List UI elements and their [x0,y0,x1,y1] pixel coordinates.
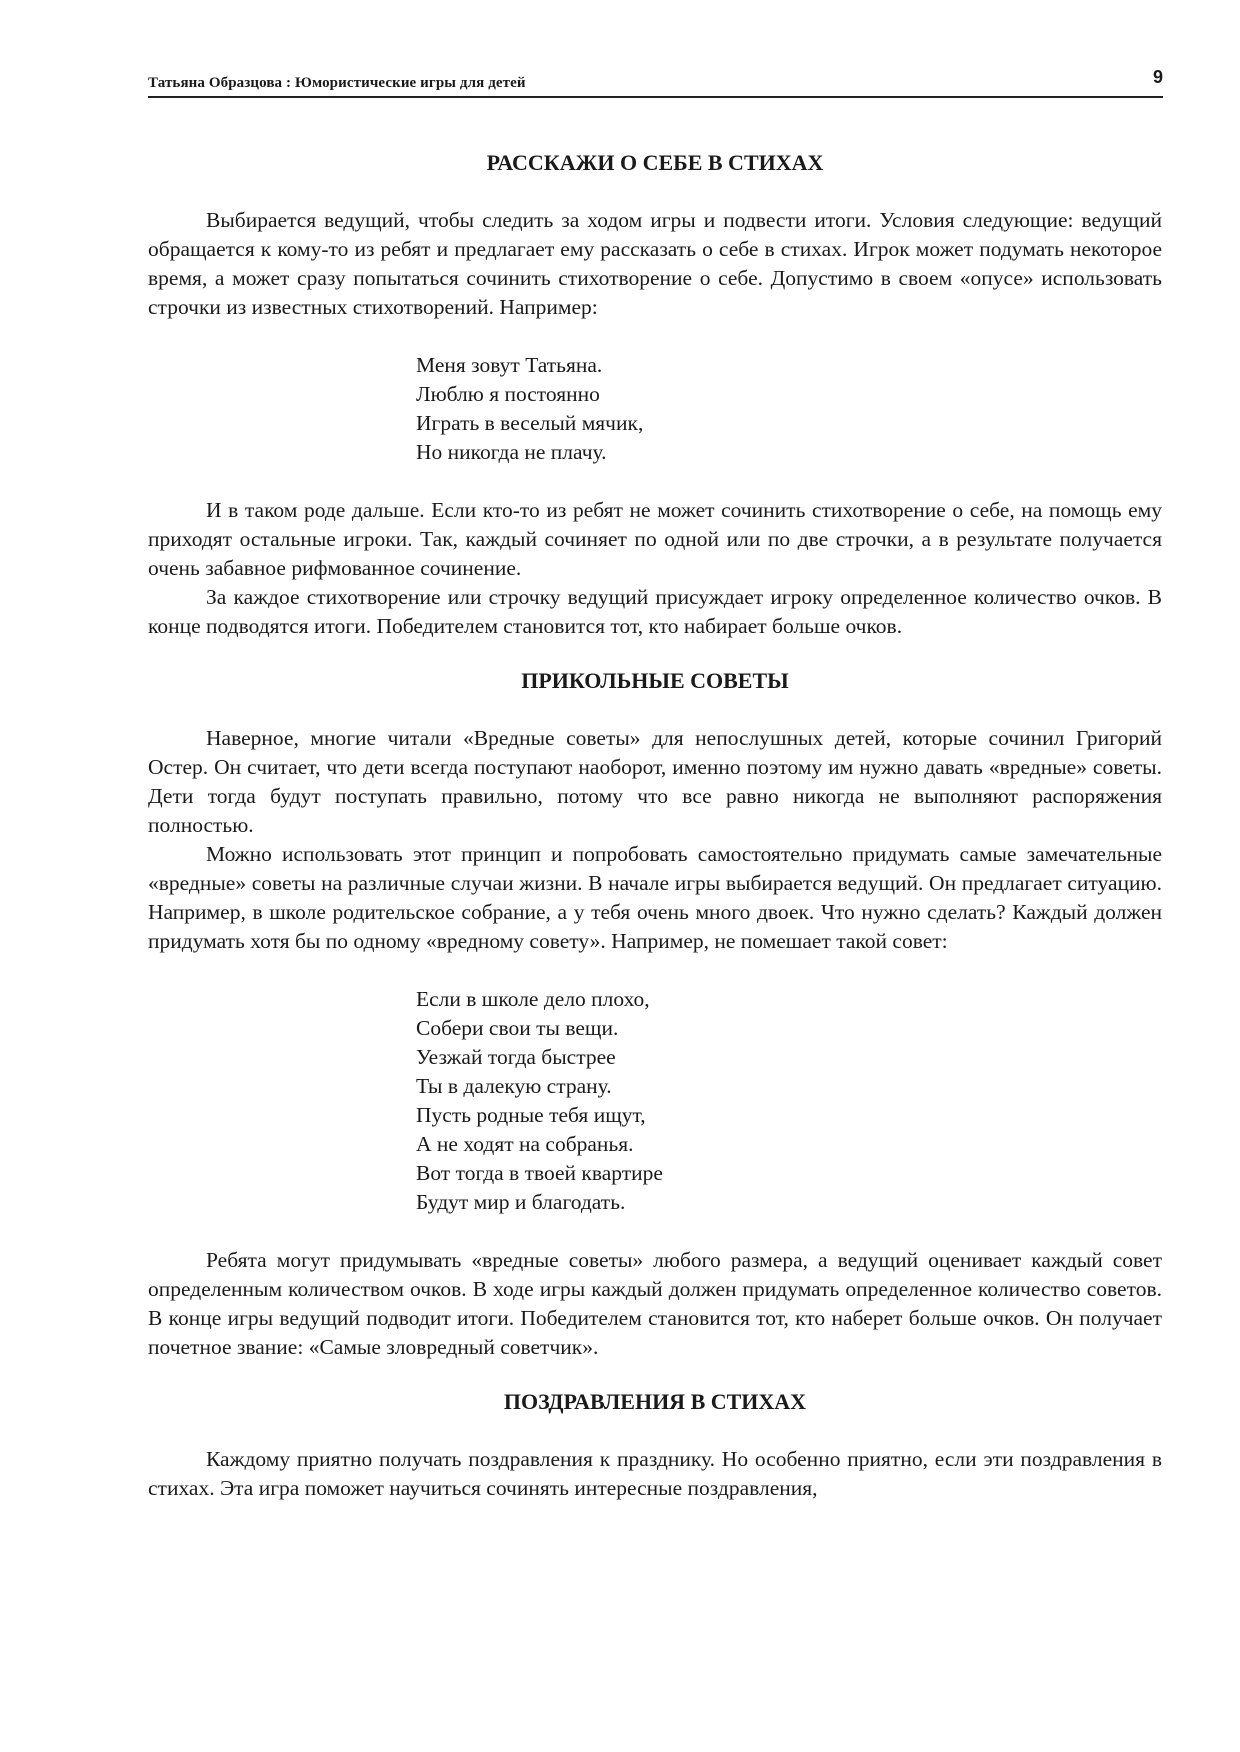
page-header [148,66,1163,98]
paragraph: За каждое стихотворение или строчку ведущий присуждает игроку определенное количество очков. В конце подводятся итоги. Победителем становится тот, кто набирает больше очков. [148,585,1162,638]
paragraph: Можно использовать этот принцип и попробовать самостоятельно придумать самые замечательные «вредные» советы на различные случаи жизни. В начале игры выбирается ведущий. Он предлагает ситуацию. Например, в школе родительское собрание, а у тебя очень много двоек. Что нужно сделать? Каждый должен придумать хотя бы по одному «вредному совету». Например, не помешает такой совет: [148,842,1162,953]
section-title-funny-advice: ПРИКОЛЬНЫЕ СОВЕТЫ [521,668,789,693]
poem-line: Вот тогда в твоей квартире [416,1161,663,1185]
poem-line: Уезжай тогда быстрее [416,1045,616,1069]
section-title-greetings-in-verse: ПОЗДРАВЛЕНИЯ В СТИХАХ [503,1389,807,1414]
poem-line: Если в школе дело плохо, [416,987,650,1011]
poem-line: Меня зовут Татьяна. [416,353,603,377]
poem-line: А не ходят на собранья. [416,1132,634,1156]
paragraph: И в таком роде дальше. Если кто-то из ребят не может сочинить стихотворение о себе, на помощь ему приходят остальные игроки. Так, каждый сочиняет по одной или по две строчки, а в результате получается очень забавное рифмованное сочинение. [148,498,1162,580]
poem-line: Играть в веселый мячик, [416,411,644,435]
poem-line: Будут мир и благодать. [416,1190,626,1214]
page-number: 9 [1152,67,1163,87]
running-header-title: Татьяна Образцова : Юмористические игры для детей [148,75,526,91]
poem-line: Люблю я постоянно [416,382,600,406]
poem-line: Но никогда не плачу. [416,440,607,464]
paragraph: Выбирается ведущий, чтобы следить за ходом игры и подвести итоги. Условия следующие: ведущий обращается к кому-то из ребят и предлагает ему рассказать о себе в стихах. Игрок может подумать некоторое время, а может сразу попытаться сочинить стихотворение о себе. Допустимо в своем «опусе» использовать строчки из известных стихотворений. Например: [148,208,1162,319]
paragraph: Каждому приятно получать поздравления к празднику. Но особенно приятно, если эти поздравления в стихах. Эта игра поможет научиться сочинять интересные поздравления, [148,1447,1162,1500]
section-title-tell-about-yourself: РАССКАЖИ О СЕБЕ В СТИХАХ [486,150,824,175]
poem [416,985,1162,1217]
paragraph: Наверное, многие читали «Вредные советы» для непослушных детей, которые сочинил Григорий Остер. Он считает, что дети всегда поступают наоборот, именно поэтому им нужно давать «вредные» советы. Дети тогда будут поступать правильно, потому что все равно никогда не выполняют распоряжения полностью. [148,726,1162,837]
poem-line: Собери свои ты вещи. [416,1016,619,1040]
page-content [148,140,1162,1503]
poem [416,351,1162,467]
poem-line: Ты в далекую страну. [416,1074,612,1098]
paragraph: Ребята могут придумывать «вредные советы» любого размера, а ведущий оценивает каждый совет определенным количеством очков. В ходе игры каждый должен придумать определенное количество советов. В конце игры ведущий подводит итоги. Победителем становится тот, кто наберет больше очков. Он получает почетное звание: «Самые зловредный советчик». [148,1248,1162,1359]
poem-line: Пусть родные тебя ищут, [416,1103,646,1127]
